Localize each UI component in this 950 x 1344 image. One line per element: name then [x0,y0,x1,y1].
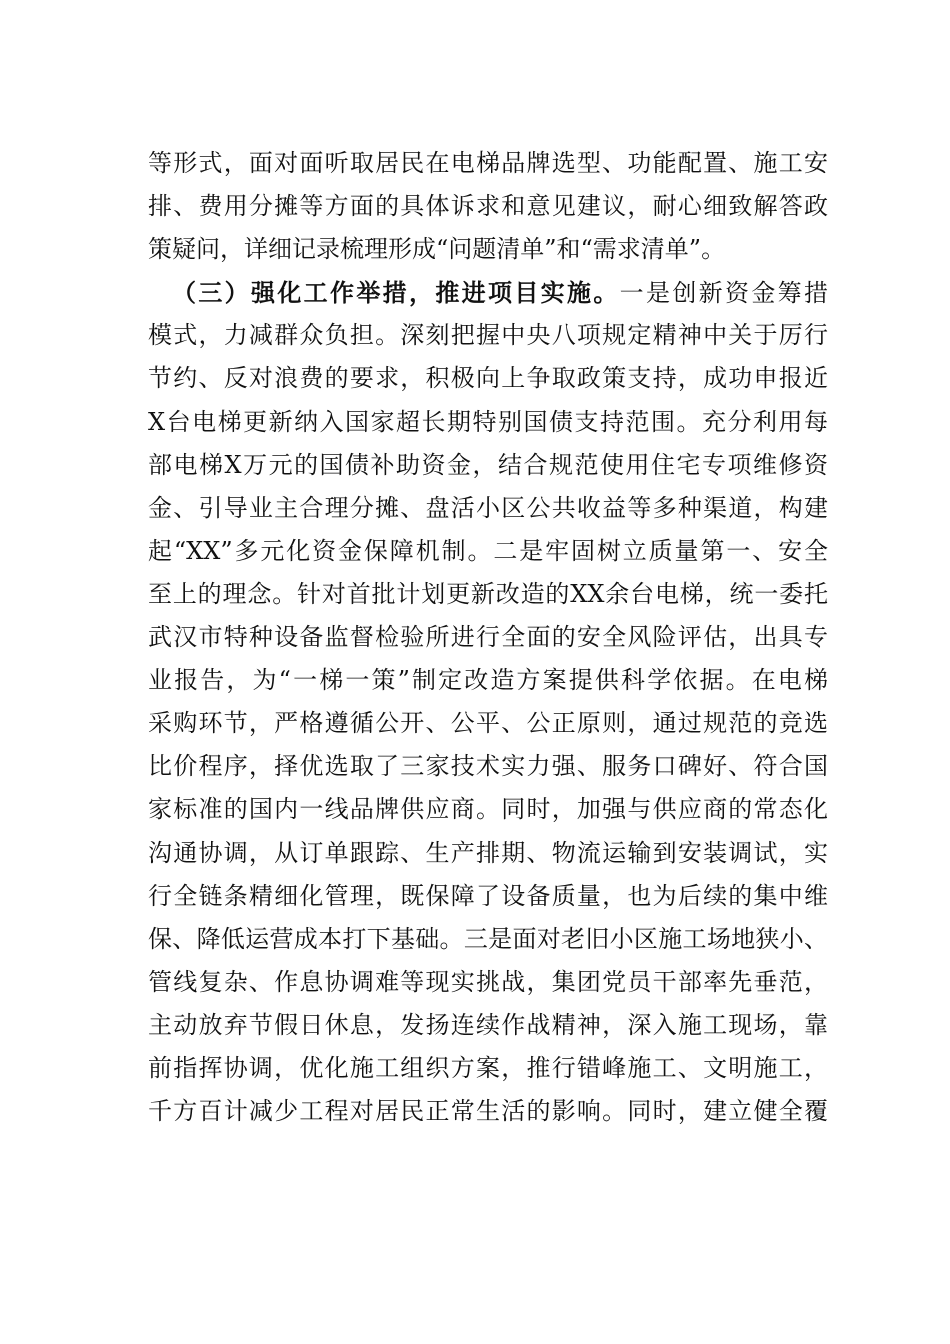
text-line: 业报告，为“一梯一策”制定改造方案提供科学依据。在电梯 [148,666,828,695]
text-line: 排、费用分摊等方面的具体诉求和意见建议，耐心细致解答政 [148,192,828,221]
text-line: 模式，力减群众负担。深刻把握中央八项规定精神中关于厉行 [148,321,828,350]
text-line: 等形式，面对面听取居民在电梯品牌选型、功能配置、施工安 [148,149,828,177]
text-line: 节约、反对浪费的要求，积极向上争取政策支持，成功申报近 [148,364,828,393]
text-line: 采购环节，严格遵循公开、公平、公正原则，通过规范的竞选 [148,709,828,738]
body-text [148,142,828,1133]
text-line: 管线复杂、作息协调难等现实挑战，集团党员干部率先垂范， [148,967,828,996]
text-line: 武汉市特种设备监督检验所进行全面的安全风险评估，出具专 [148,623,828,652]
text-line: 主动放弃节假日休息，发扬连续作战精神，深入施工现场，靠 [148,1010,828,1039]
text-line: 比价程序，择优选取了三家技术实力强、服务口碑好、符合国 [148,752,828,781]
text-line: 至上的理念。针对首批计划更新改造的XX余台电梯，统一委托 [148,579,828,608]
text-line: 沟通协调，从订单跟踪、生产排期、物流运输到安装调试，实 [148,838,828,867]
text-line: 金、引导业主合理分摊、盘活小区公共收益等多种渠道，构建 [148,493,828,522]
text-line: 家标准的国内一线品牌供应商。同时，加强与供应商的常态化 [148,795,828,824]
text-line: 千方百计减少工程对居民正常生活的影响。同时，建立健全覆 [148,1097,828,1126]
text-run: 一是创新资金筹措 [619,279,829,308]
text-line: 起“XX”多元化资金保障机制。二是牢固树立质量第一、安全 [148,536,828,565]
text-line: 行全链条精细化管理，既保障了设备质量，也为后续的集中维 [148,881,828,910]
text-line: 部电梯X万元的国债补助资金，结合规范使用住宅专项维修资 [148,450,828,479]
text-line: 策疑问，详细记录梳理形成“问题清单”和“需求清单”。 [148,235,726,264]
text-line: 保、降低运营成本打下基础。三是面对老旧小区施工场地狭小、 [148,924,828,953]
text-line: 前指挥协调，优化施工组织方案，推行错峰施工、文明施工， [148,1053,828,1082]
text-line: X台电梯更新纳入国家超长期特别国债支持范围。充分利用每 [148,407,828,436]
section-heading-line [148,271,828,314]
section-heading: （三）强化工作举措，推进项目实施。 [172,278,620,308]
